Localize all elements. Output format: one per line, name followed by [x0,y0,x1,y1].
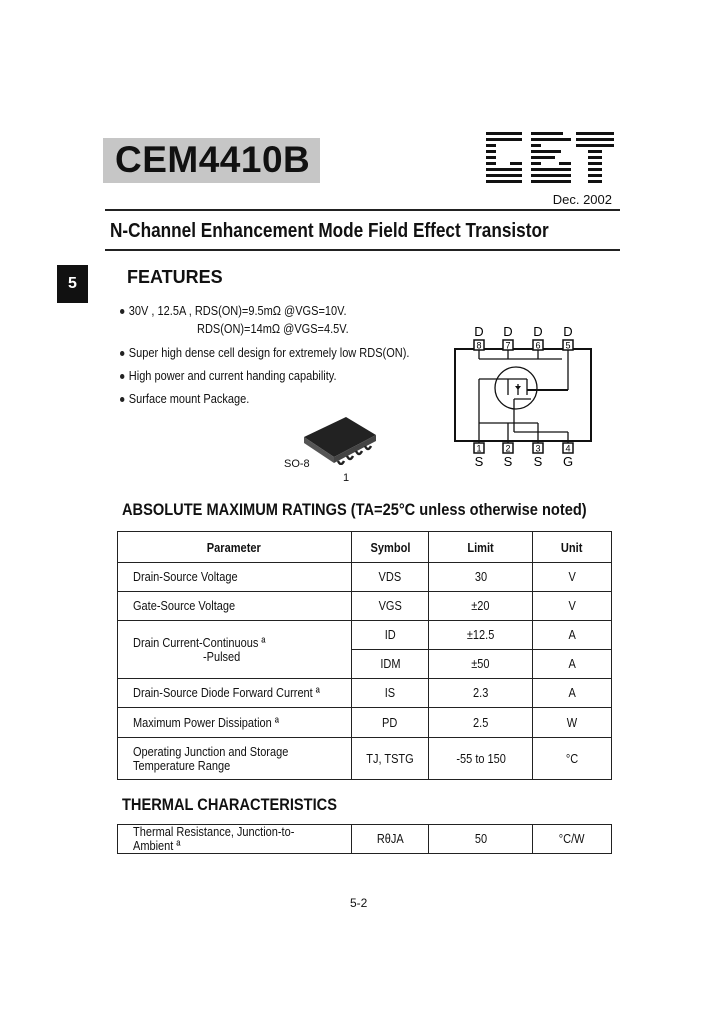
page-number: 5-2 [350,896,368,910]
header-limit: Limit [429,532,533,563]
pin-number: 5 [565,340,571,351]
part-number-title: CEM4410B [115,139,311,180]
header-parameter: Parameter [118,532,352,563]
pin-number: 8 [476,340,482,351]
pin-name: D [533,324,543,339]
bullet-icon [120,351,124,356]
thermal-heading: THERMAL CHARACTERISTICS [122,795,337,814]
header-unit: Unit [533,532,612,563]
device-subtitle: N-Channel Enhancement Mode Field Effect Transistor [110,220,549,242]
pin-number: 4 [565,443,571,454]
table-row: Gate-Source Voltage VGS ±20 V [118,592,612,621]
table-row: Maximum Power Dissipation ª PD 2.5 W [118,708,612,738]
table-row: Drain-Source Voltage VDS 30 V [118,563,612,592]
table-row: Drain-Source Diode Forward Current ª IS 2.3 A [118,679,612,708]
table-header-row [118,532,612,563]
section-tab: 5 [57,265,88,303]
feature-item: Super high dense cell design for extremely low RDS(ON). [120,346,409,360]
feature-item: High power and current handing capability. [120,369,337,383]
ratings-table [117,531,612,780]
pin-name: S [474,454,484,469]
pin-number: 2 [505,443,511,454]
bullet-icon [120,374,124,379]
pin-number: 1 [476,443,482,454]
thermal-table [117,824,612,854]
pin-name: S [533,454,543,469]
pin1-label: 1 [343,472,350,484]
pin-name: D [503,324,513,339]
package-label: SO-8 [284,458,310,470]
ratings-heading: ABSOLUTE MAXIMUM RATINGS (TA=25°C unless otherwise noted) [122,500,587,519]
bullet-icon [120,309,124,314]
pin-name: S [503,454,513,469]
divider [105,209,620,211]
bullet-icon [120,397,124,402]
feature-item: RDS(ON)=14mΩ @VGS=4.5V. [197,322,349,336]
divider [105,249,620,251]
pinout-diagram [452,320,597,470]
pin-number: 3 [535,443,541,454]
table-row: Operating Junction and Storage Temperature Range TJ, TSTG -55 to 150 °C [118,738,612,780]
pin-number: 7 [505,340,511,351]
cet-logo [484,130,616,186]
table-row: IDM ±50 A [118,650,612,679]
table-row: Drain Current-Continuous ª -Pulsed ID ±12.5 A [118,621,612,650]
pin-name: G [562,454,574,469]
features-heading: FEATURES [127,267,223,287]
feature-item: Surface mount Package. [120,392,249,406]
revision-date: Dec. 2002 [552,192,612,207]
header-symbol: Symbol [351,532,429,563]
feature-item: 30V , 12.5A , RDS(ON)=9.5mΩ @VGS=10V. [120,304,347,318]
pin-name: D [563,324,573,339]
pin-name: D [474,324,484,339]
pin-number: 6 [535,340,541,351]
table-row: Thermal Resistance, Junction-to-Ambient ª RθJA 50 °C/W [118,825,612,854]
